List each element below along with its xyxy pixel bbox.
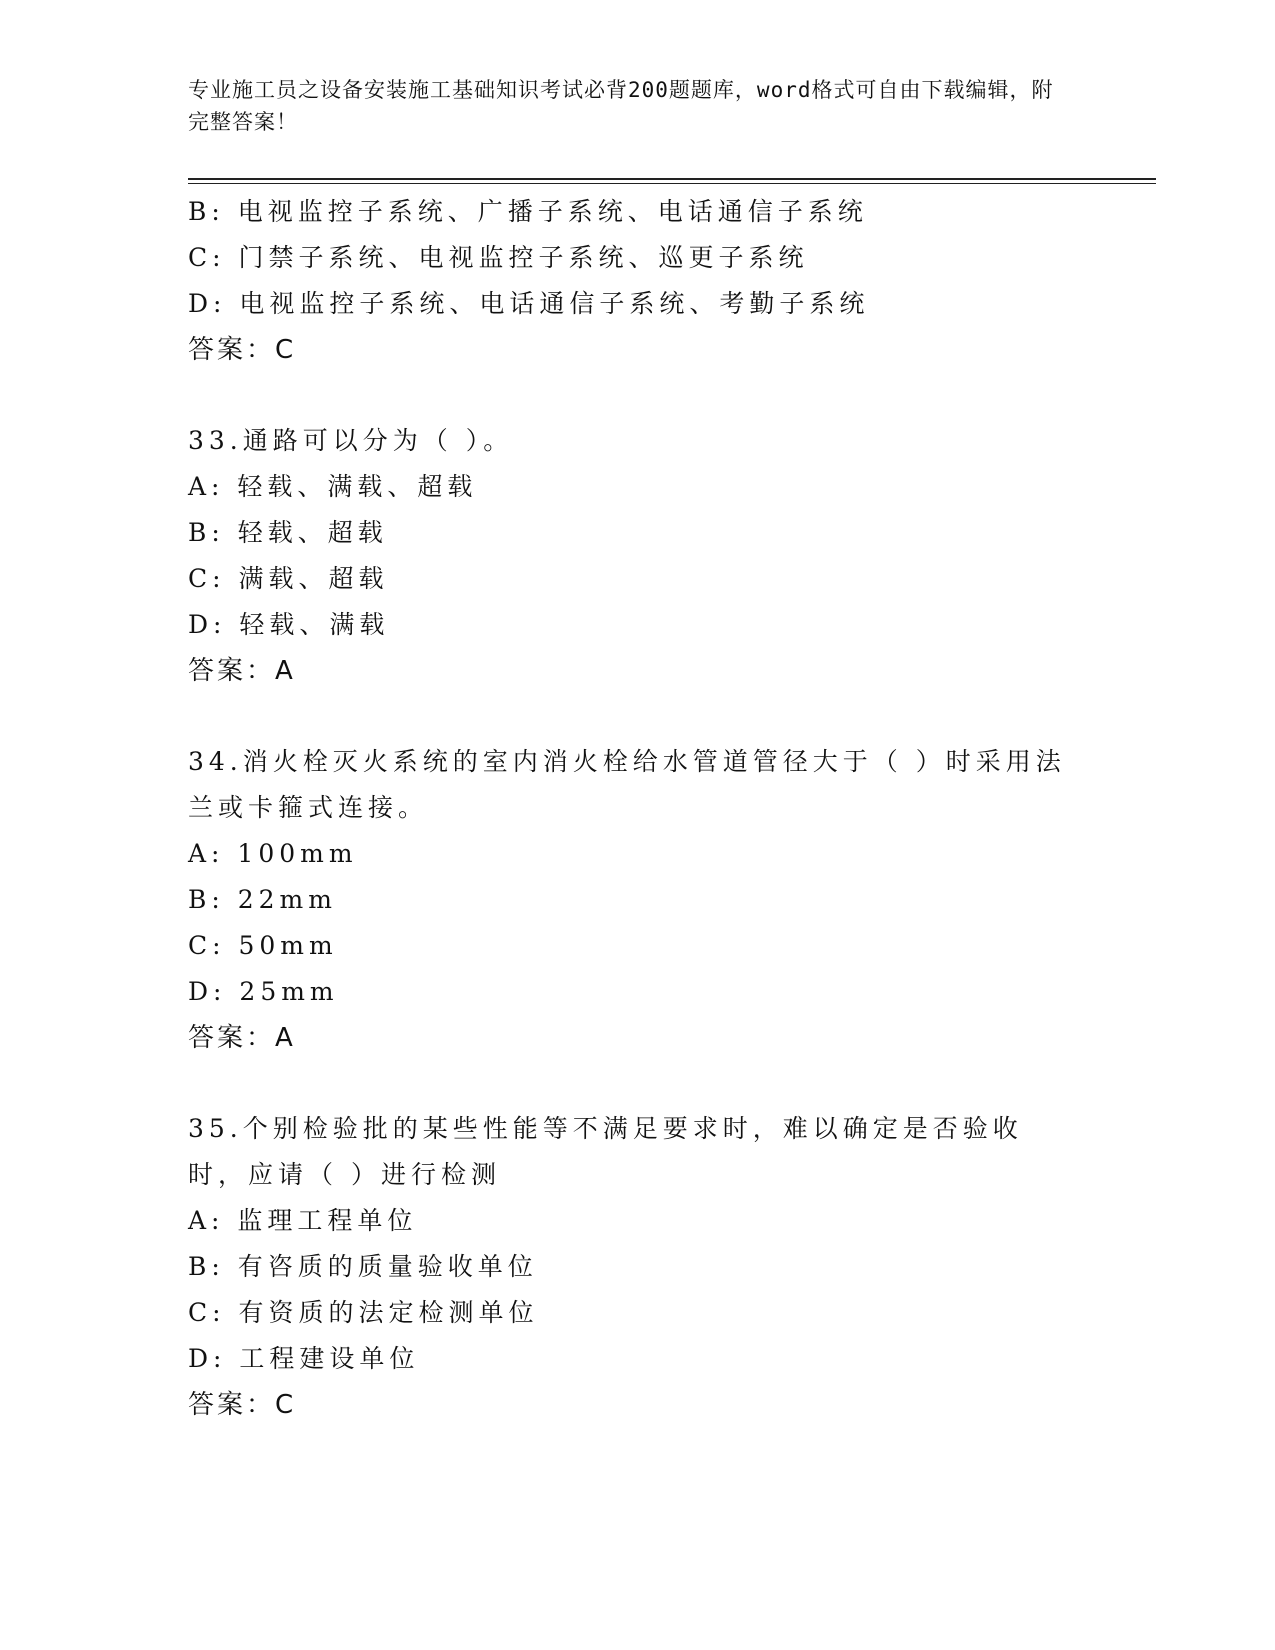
answer: 答案：A [188, 1023, 296, 1053]
option-b: B: 轻载、超载 [188, 518, 388, 547]
option-c: C: 有资质的法定检测单位 [188, 1298, 539, 1327]
option-b: B: 22mm [188, 885, 337, 914]
answer: 答案：C [188, 1390, 297, 1420]
option-d: D: 轻载、满载 [188, 610, 390, 639]
option-a: A: 100mm [188, 839, 358, 868]
option-b: B: 电视监控子系统、广播子系统、电话通信子系统 [188, 197, 868, 226]
option-c: C: 满载、超载 [188, 564, 389, 593]
header-divider-thin [188, 183, 1156, 184]
question-34 [188, 739, 1068, 1061]
option-b: B: 有咨质的质量验收单位 [188, 1252, 538, 1281]
option-c: C: 门禁子系统、电视监控子系统、巡更子系统 [188, 243, 809, 272]
document-header: 专业施工员之设备安装施工基础知识考试必背200题题库，word格式可自由下载编辑，附完整答案！ [188, 78, 1054, 134]
answer: 答案：C [188, 335, 297, 365]
question-32 [188, 189, 1068, 373]
header-divider-thick [188, 178, 1156, 180]
option-d: D: 工程建设单位 [188, 1344, 420, 1373]
question-33 [188, 418, 1068, 694]
option-d: D: 25mm [188, 977, 339, 1006]
option-a: A: 轻载、满载、超载 [188, 472, 478, 501]
question-list [188, 189, 1088, 1428]
question-text: 33.通路可以分为（ ）。 [188, 426, 514, 455]
question-text: 35.个别检验批的某些性能等不满足要求时，难以确定是否验收时，应请（ ）进行检测 [188, 1114, 1023, 1189]
option-a: A: 监理工程单位 [188, 1206, 418, 1235]
option-c: C: 50mm [188, 931, 338, 960]
option-d: D: 电视监控子系统、电话通信子系统、考勤子系统 [188, 289, 870, 318]
answer: 答案：A [188, 656, 296, 686]
question-35 [188, 1106, 1068, 1428]
question-text: 34.消火栓灭火系统的室内消火栓给水管道管径大于（ ）时采用法兰或卡箍式连接。 [188, 747, 1066, 822]
